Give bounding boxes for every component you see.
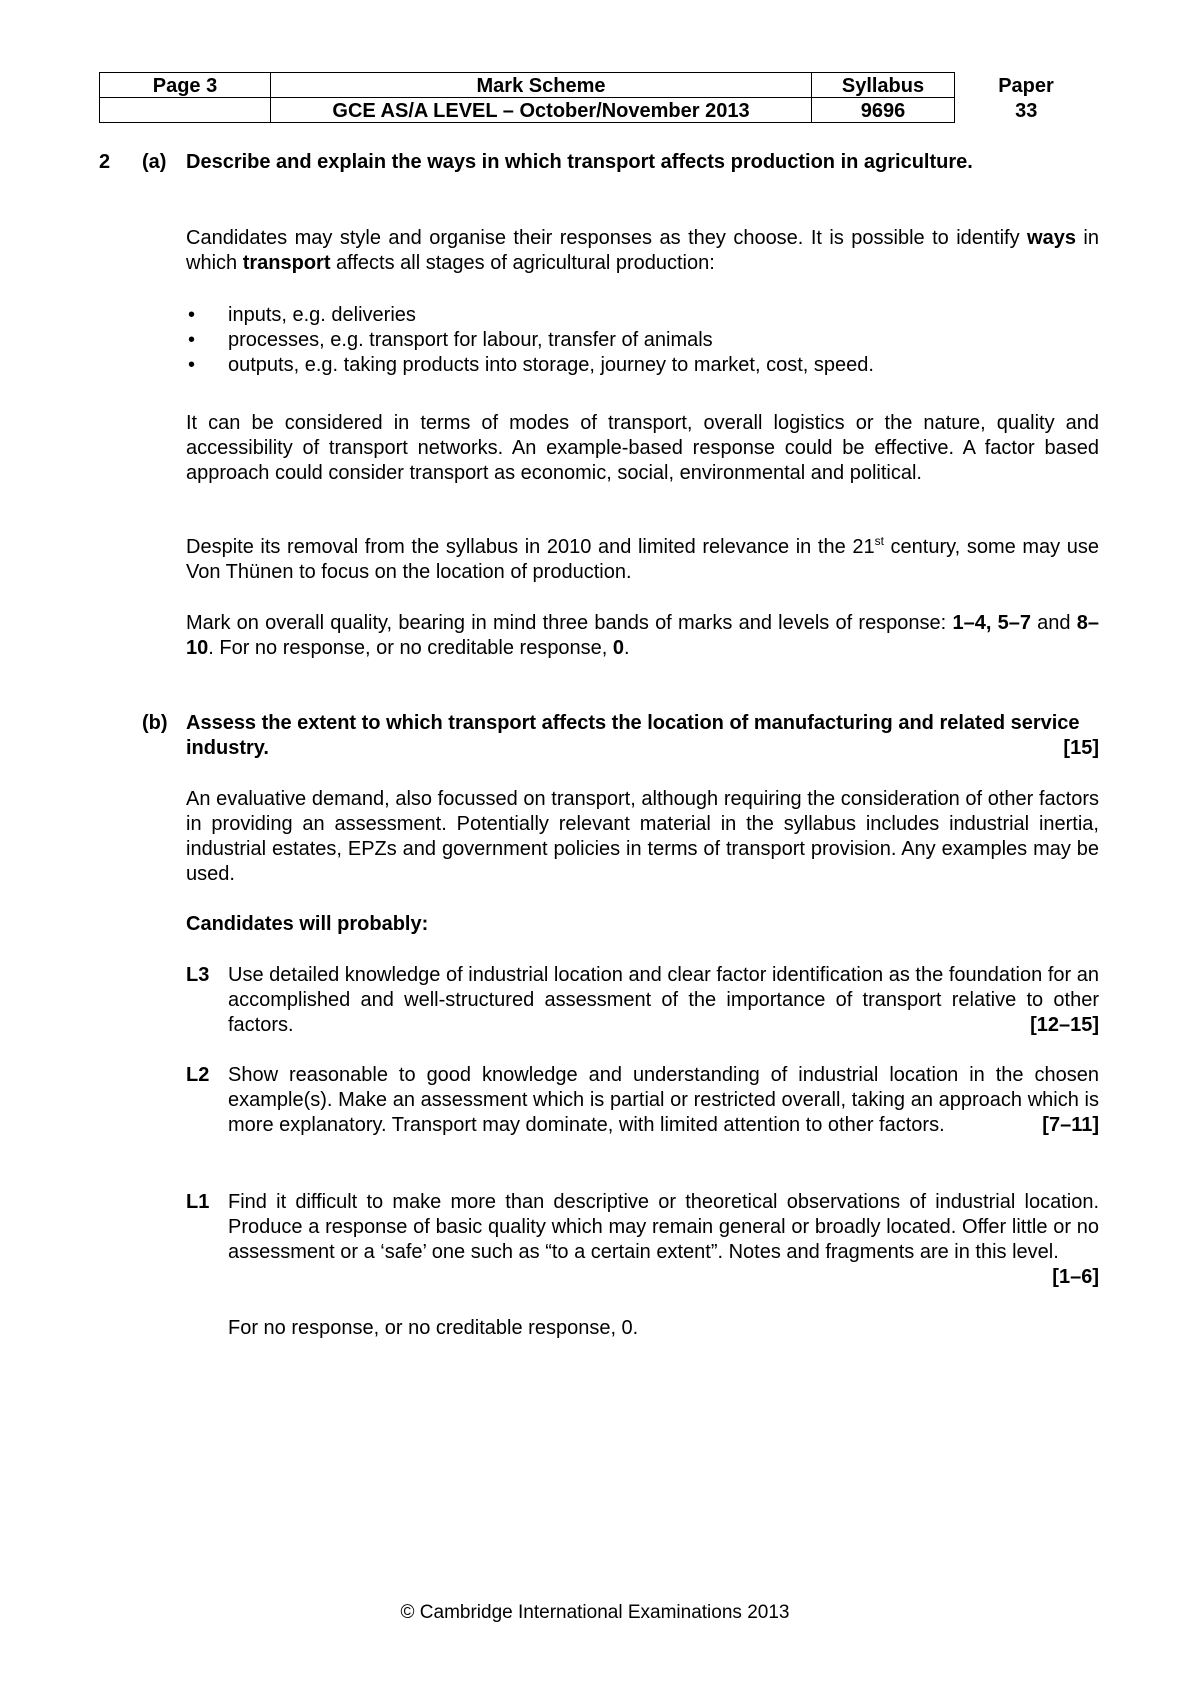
level-3: L3 Use detailed knowledge of industrial location and clear factor identification as the foundation for an accomplished and well-structured assessment of the importance of transport relative to other factors. [12–15] bbox=[186, 964, 1099, 1036]
header-table bbox=[99, 72, 1098, 123]
list-item: • outputs, e.g. taking products into storage, journey to market, cost, speed. bbox=[186, 353, 1099, 378]
paper-number: 33 bbox=[1015, 99, 1038, 122]
level-tag: L3 bbox=[186, 964, 210, 986]
copyright-footer: © Cambridge International Examinations 2013 bbox=[400, 1602, 790, 1623]
empty-cell bbox=[100, 98, 271, 123]
level-tag: L1 bbox=[186, 1191, 210, 1213]
level-2: L2 Show reasonable to good knowledge and understanding of industrial location in the chosen example(s). Make an assessment which is partial or restricted overall, taking an approach which is more explanatory. Transport may dominate, with limited attention to other factors. [7–11] bbox=[186, 1064, 1099, 1136]
level-marks: [1–6] bbox=[1052, 1266, 1099, 1288]
candidates-probably: Candidates will probably: bbox=[186, 913, 429, 935]
syllabus-label: Syllabus bbox=[812, 73, 955, 98]
level-1: L1 Find it difficult to make more than descriptive or theoretical observations of industrial location. Produce a response of basic quality which may remain general or broadly located. Offer little or no assessment or a ‘safe’ one such as “to a certain extent”. Notes and fragments are in this level. [1–6] bbox=[186, 1191, 1099, 1288]
part-b-marks: [15] bbox=[1063, 737, 1099, 759]
part-a-paragraph-3: Despite its removal from the syllabus in 2010 and limited relevance in the 21st century, some may use Von Thünen to focus on the location of production. bbox=[186, 534, 1100, 583]
part-b-question: Assess the extent to which transport affects the location of manufacturing and related service industry. [15] bbox=[186, 712, 1099, 759]
part-a-letter: (a) bbox=[142, 151, 167, 173]
page-number: Page 3 bbox=[100, 73, 271, 98]
production-stages-list bbox=[186, 303, 1099, 378]
no-response-note: For no response, or no creditable response, 0. bbox=[228, 1317, 639, 1339]
part-a-paragraph-4: Mark on overall quality, bearing in mind three bands of marks and levels of response: 1–4, 5–7 and 8–10. For no response, or no creditable response, 0. bbox=[186, 612, 1100, 659]
part-a-paragraph-2: It can be considered in terms of modes of transport, overall logistics or the nature, quality and accessibility of transport networks. An example-based response could be effective. A factor based approach could consider transport as economic, social, environmental and political. bbox=[186, 412, 1099, 484]
part-b-letter: (b) bbox=[142, 712, 168, 734]
list-item: • inputs, e.g. deliveries bbox=[186, 303, 1099, 328]
list-item: • processes, e.g. transport for labour, transfer of animals bbox=[186, 328, 1099, 353]
mark-scheme-label: Mark Scheme bbox=[271, 73, 812, 98]
part-a-question: Describe and explain the ways in which transport affects production in agriculture. bbox=[186, 151, 973, 173]
exam-title: GCE AS/A LEVEL – October/November 2013 bbox=[271, 98, 812, 123]
part-b-paragraph-1: An evaluative demand, also focussed on transport, although requiring the consideration of other factors in providing an assessment. Potentially relevant material in the syllabus includes industrial inertia, industrial estates, EPZs and government policies in terms of transport provision. Any examples may be used. bbox=[186, 788, 1099, 885]
paper-label: Paper bbox=[998, 74, 1054, 97]
syllabus-code: 9696 bbox=[812, 98, 955, 123]
part-a-paragraph-1: Candidates may style and organise their responses as they choose. It is possible to identify ways in which transport affects all stages of agricultural production: bbox=[186, 227, 1099, 274]
question-number: 2 bbox=[99, 151, 111, 173]
level-marks: [12–15] bbox=[1030, 1014, 1099, 1036]
level-marks: [7–11] bbox=[1042, 1114, 1099, 1136]
level-tag: L2 bbox=[186, 1064, 210, 1086]
